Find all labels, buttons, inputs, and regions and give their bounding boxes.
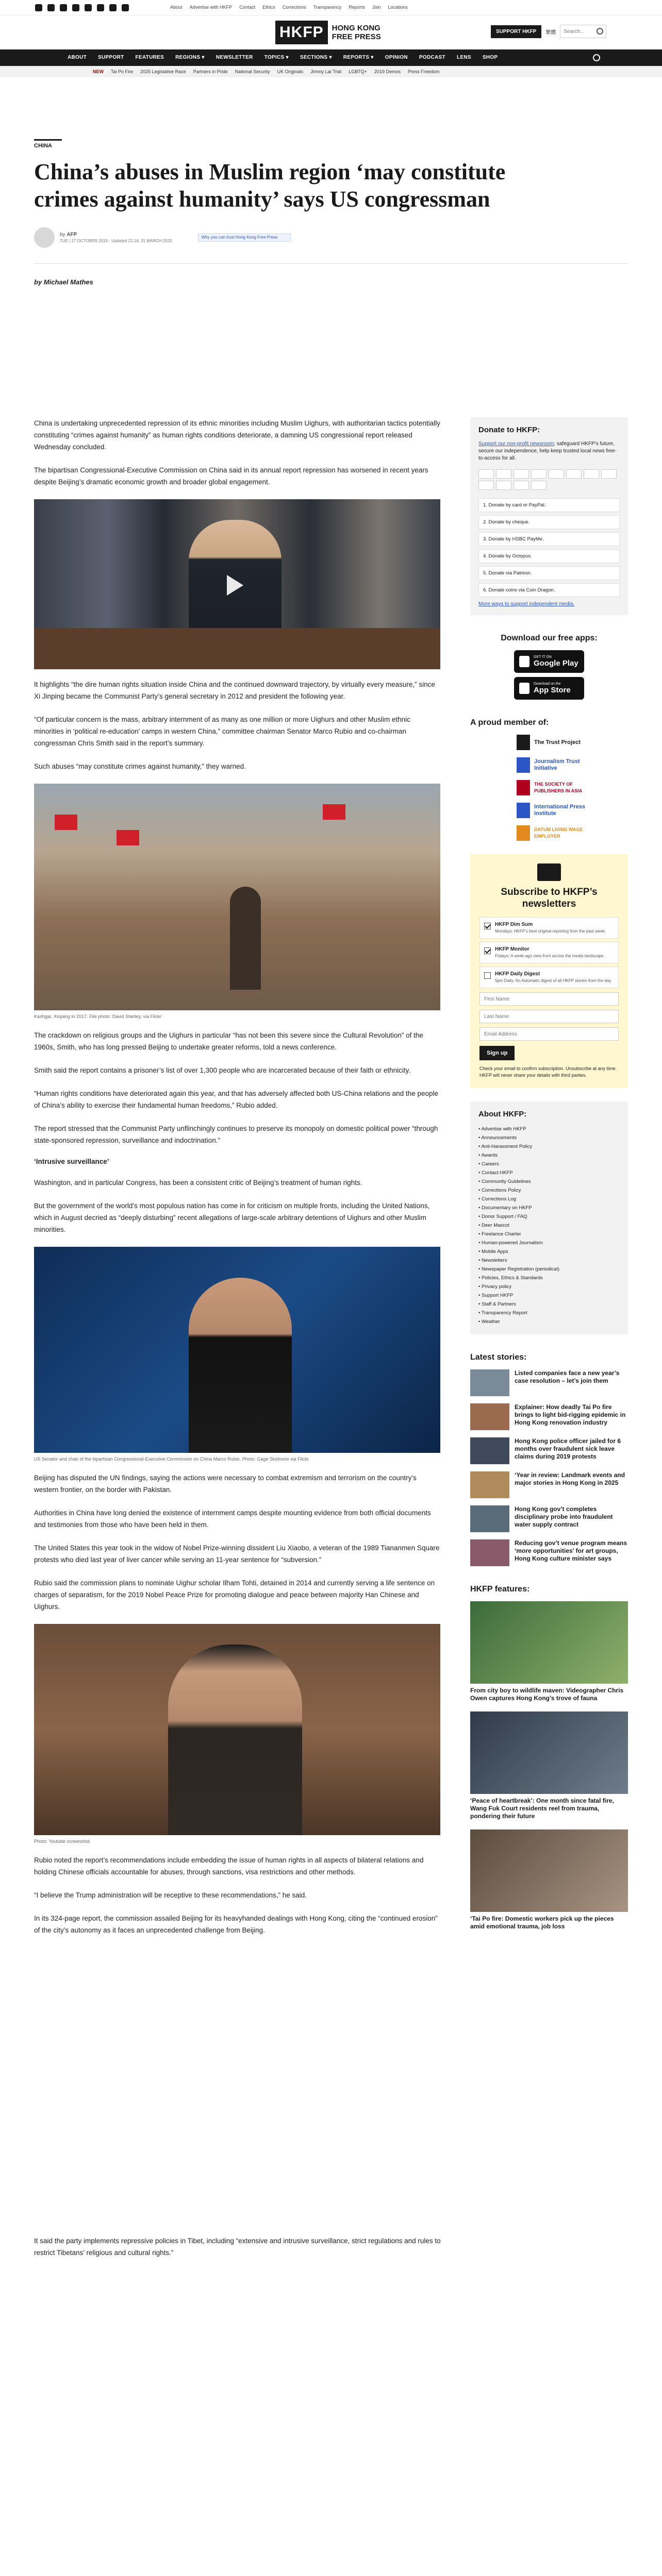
nav-items xyxy=(62,49,503,65)
donate-option[interactable]: 5. Donate via Patreon. xyxy=(478,566,620,580)
feature-story[interactable] xyxy=(470,1711,628,1820)
donate-option[interactable]: 4. Donate by Octopus. xyxy=(478,549,620,563)
site-logo[interactable] xyxy=(275,18,386,47)
top-links xyxy=(170,5,408,10)
header-tools xyxy=(491,25,606,38)
about-link[interactable]: • Deer Mascot xyxy=(478,1221,620,1230)
trending-item[interactable]: UK Originals xyxy=(277,69,304,74)
option-text xyxy=(495,922,606,934)
main-content xyxy=(34,139,628,2257)
jti-logo xyxy=(517,757,530,773)
about-link[interactable]: • Mobile Apps xyxy=(478,1247,620,1256)
paragraph: The bipartisan Congressional-Executive Commission on China said in its annual report repression has worsened in recent years despite Beijing’s dramatic economic growth and broader global engagement. xyxy=(34,466,428,486)
newsletter-note: Check your email to confirm subscription. Unsubscribe at any time. HKFP will never share your details with third parties. xyxy=(479,1066,617,1078)
email-field[interactable] xyxy=(479,1027,619,1041)
video-figure xyxy=(34,499,441,669)
payme-icon xyxy=(549,469,564,479)
member-name: The Trust Project xyxy=(534,739,581,745)
newsletter-box xyxy=(470,854,628,1088)
nav-item[interactable]: OPINION xyxy=(385,55,408,60)
trending-item[interactable]: LGBTQ+ xyxy=(349,69,367,74)
paragraph: Smith said the report contains a prisoner’s list of over 1,300 people who are incarcerated because of their faith or ethnicity. xyxy=(34,1066,411,1074)
instagram-icon[interactable] xyxy=(60,4,67,11)
feature-story[interactable] xyxy=(470,1601,628,1702)
sidebar xyxy=(470,417,628,1940)
trending-item[interactable]: Press Freedom xyxy=(407,69,440,74)
about-link[interactable]: • Corrections Log xyxy=(478,1195,620,1204)
checkbox-daily-digest[interactable] xyxy=(484,972,491,979)
member-name: THE SOCIETY OF PUBLISHERS IN ASIA xyxy=(534,782,583,793)
logo-mark: HKFP xyxy=(275,21,328,44)
x-icon[interactable] xyxy=(47,4,55,11)
paragraph: The crackdown on religious groups and the Uighurs in particular “has not been this severe since the Cultural Revolution” of the 1960s, Smith, who has long pressed Beijing to undertake greater reforms, told a news conference. xyxy=(34,1031,423,1051)
play-icon[interactable] xyxy=(227,575,243,596)
paragraph: Such abuses “may constitute crimes against humanity,” they warned. xyxy=(34,762,246,770)
story-title[interactable]: Explainer: How deadly Tai Po fire brings to light bid-rigging epidemic in Hong Kong renovation industry xyxy=(515,1403,626,1426)
meta-by: by xyxy=(60,232,65,238)
donate-option[interactable]: 1. Donate by card or PayPal. xyxy=(478,498,620,512)
trending-item[interactable]: Jimmy Lai Trial xyxy=(310,69,342,74)
about-link[interactable]: • Staff & Partners xyxy=(478,1300,620,1309)
about-link[interactable]: • Support HKFP xyxy=(478,1291,620,1300)
paragraph: The United States this year took in the widow of Nobel Prize-winning dissident Liu Xiaobo, a veteran of the 1989 Tiananmen Square protests who died last year of liver cancer while serving an 11-year sentence for “subversion.” xyxy=(34,1544,440,1564)
members-title: A proud member of: xyxy=(470,718,549,727)
member-datum[interactable] xyxy=(517,825,628,841)
donate-option[interactable]: 3. Donate by HSBC PayMe. xyxy=(478,532,620,546)
site-header xyxy=(0,15,662,49)
story-title[interactable]: Hong Kong gov’t completes disciplinary probe into fraudulent water supply contract xyxy=(515,1505,613,1528)
feature-image xyxy=(470,1711,628,1794)
newsletter-option[interactable] xyxy=(479,967,619,988)
nav-item[interactable]: SUPPORT xyxy=(98,55,124,60)
bank-icon xyxy=(601,469,617,479)
top-link[interactable]: Locations xyxy=(388,5,408,10)
checkbox-monitor[interactable] xyxy=(484,947,491,954)
latest-story[interactable] xyxy=(470,1369,628,1396)
trending-item[interactable]: 2019 Demos xyxy=(374,69,401,74)
option-desc: Mondays: HKFP’s best original reporting from the past week. xyxy=(495,929,606,934)
top-link[interactable]: Join xyxy=(372,5,381,10)
nav-item[interactable]: REPORTS ▾ xyxy=(343,55,374,60)
video-player[interactable] xyxy=(34,499,440,669)
story-thumbnail xyxy=(470,1403,509,1430)
paragraph: “Of particular concern is the mass, arbitrary internment of as many as one million or more Uighurs and other Muslim ethnic minorities in ‘political re-education’ camps in western China,” committee chairman Senator Marco Rubio and co-chairman congressman Chris Smith said in the report’s summary. xyxy=(34,716,411,747)
person-shape xyxy=(168,1645,302,1835)
top-link[interactable]: Contact xyxy=(239,5,256,10)
image-caption: Kashgar, Xinjiang in 2017. File photo: David Stanley, via Flickr. xyxy=(34,1014,162,1019)
about-link[interactable]: • Privacy policy xyxy=(478,1282,620,1291)
google-play-icon xyxy=(519,656,529,667)
story-thumbnail xyxy=(470,1437,509,1464)
trending-item[interactable]: Partners in Pride xyxy=(193,69,228,74)
about-link[interactable]: • Policies, Ethics & Standards xyxy=(478,1274,620,1282)
visa-icon xyxy=(496,469,511,479)
about-title: About HKFP: xyxy=(478,1110,527,1118)
about-link[interactable]: • Documentary on HKFP xyxy=(478,1204,620,1212)
support-button[interactable]: SUPPORT HKFP xyxy=(491,25,541,38)
main-nav xyxy=(0,49,662,66)
about-list xyxy=(478,1125,620,1326)
paragraph: Washington, and in particular Congress, has been a consistent critic of Beijing’s treatment of human rights. xyxy=(34,1179,362,1187)
paragraph: Beijing has disputed the UN findings, saying the actions were necessary to combat extremism and terrorism on the country’s western frontier, on the border with Pakistan. xyxy=(34,1474,417,1494)
about-link[interactable]: • Advertise with HKFP xyxy=(478,1125,620,1133)
story-thumbnail xyxy=(470,1539,509,1566)
article-byline: by Michael Mathes xyxy=(34,278,93,286)
newsletter-option[interactable] xyxy=(479,917,619,939)
latest-list xyxy=(470,1369,628,1566)
paragraph: Authorities in China have long denied the existence of internment camps despite mounting evidence from both official documents and testimonies from those who have been held in them. xyxy=(34,1509,431,1529)
member-name: Journalism Trust Initiative xyxy=(534,758,580,771)
logo-line1: HONG KONG xyxy=(332,24,380,32)
speaker-shape xyxy=(189,1278,292,1453)
about-link[interactable]: • Announcements xyxy=(478,1133,620,1142)
about-link[interactable]: • Anti-Harassment Policy xyxy=(478,1142,620,1151)
top-link[interactable]: Corrections xyxy=(282,5,306,10)
nav-item[interactable]: ABOUT xyxy=(68,55,87,60)
latest-story[interactable] xyxy=(470,1471,628,1498)
newsletter-title: Subscribe to HKFP’s newsletters xyxy=(501,887,598,909)
telegram-icon[interactable] xyxy=(85,4,92,11)
apple-icon xyxy=(519,683,529,694)
about-link[interactable]: • Newspaper Registration (periodical) xyxy=(478,1265,620,1274)
header-search xyxy=(560,25,606,38)
member-trust-project[interactable] xyxy=(517,735,628,750)
paypal-icon xyxy=(531,469,547,479)
apps-title: Download our free apps: xyxy=(501,634,598,642)
story-thumbnail xyxy=(470,1369,509,1396)
last-name-field[interactable] xyxy=(479,1010,619,1023)
patreon-icon xyxy=(496,481,511,490)
app-store-small: Download on the xyxy=(534,682,561,686)
trending-item[interactable]: 2025 Legislative Race xyxy=(140,69,186,74)
latest-title: Latest stories: xyxy=(470,1353,527,1362)
nav-item[interactable]: LENS xyxy=(456,55,471,60)
latest-story[interactable] xyxy=(470,1403,628,1430)
checkbox-dim-sum[interactable] xyxy=(484,923,491,929)
flag-shape xyxy=(55,815,77,830)
donate-option[interactable]: 6. Donate coins via Coin Dragon. xyxy=(478,583,620,597)
article-meta xyxy=(34,227,628,248)
language-link[interactable]: 繁體 xyxy=(545,29,556,36)
kashgar-image xyxy=(34,784,440,1010)
option-text xyxy=(495,971,612,984)
nav-item[interactable]: FEATURES xyxy=(135,55,164,60)
image-figure xyxy=(34,1624,441,1845)
meta-source[interactable]: AFP xyxy=(67,232,77,238)
mail-icon xyxy=(537,863,561,881)
octopus-icon xyxy=(566,469,582,479)
social-links xyxy=(35,4,129,11)
latest-story[interactable] xyxy=(470,1505,628,1532)
story-title[interactable]: Hong Kong police officer jailed for 6 months over fraudulent sick leave claims during 2019 protests xyxy=(515,1437,621,1460)
nav-item[interactable]: TOPICS ▾ xyxy=(264,55,289,60)
mastercard-icon xyxy=(478,469,494,479)
meta-author xyxy=(60,232,172,238)
top-link[interactable]: Ethics xyxy=(262,5,275,10)
trending-bar xyxy=(0,66,662,77)
article-body xyxy=(34,417,441,2270)
about-link[interactable]: • Donor Support / FAQ xyxy=(478,1212,620,1221)
subheading: ‘Intrusive surveillance’ xyxy=(34,1158,109,1165)
donate-description: ; safeguard HKFP’s future, secure our independence, help keep trusted local news free-to-access for all. xyxy=(478,441,617,461)
feature-story[interactable] xyxy=(470,1829,628,1930)
about-link[interactable]: • Freelance Charter xyxy=(478,1230,620,1239)
donate-options xyxy=(478,498,620,597)
features-section xyxy=(470,1580,628,1930)
feature-image xyxy=(470,1829,628,1912)
google-play-big: Google Play xyxy=(534,659,578,668)
story-thumbnail xyxy=(470,1471,509,1498)
paragraph: But the government of the world’s most populous nation has come in for criticism on multiple fronts, including the United Nations, which in August decried as “deeply disturbing” recent allegations of large-scale arbitrary detentions of Uighurs and other Muslim minorities. xyxy=(34,1202,430,1233)
cheque-icon xyxy=(478,481,494,490)
app-store-big: App Store xyxy=(534,686,571,694)
features-title: HKFP features: xyxy=(470,1585,530,1594)
member-sopa[interactable] xyxy=(517,780,628,795)
google-play-button[interactable] xyxy=(514,650,584,673)
google-play-small: GET IT ON xyxy=(534,655,552,659)
tohti-image xyxy=(34,1624,440,1835)
top-link[interactable]: Advertise with HKFP xyxy=(189,5,233,10)
wechat-icon xyxy=(531,481,547,490)
option-title: HKFP Monitor xyxy=(495,946,529,952)
trending-row xyxy=(93,69,440,74)
video-podium xyxy=(34,628,440,669)
trust-project-logo xyxy=(517,735,530,750)
nav-search-icon[interactable] xyxy=(593,54,600,61)
datum-logo xyxy=(517,825,530,841)
feature-image xyxy=(470,1601,628,1684)
about-link[interactable]: • Careers xyxy=(478,1160,620,1168)
nav-item[interactable]: REGIONS ▾ xyxy=(175,55,205,60)
members-section xyxy=(470,713,628,841)
about-link[interactable]: • Awards xyxy=(478,1151,620,1160)
donate-option[interactable]: 2. Donate by cheque. xyxy=(478,515,620,529)
paragraph: “I believe the Trump administration will be receptive to these recommendations,” he said. xyxy=(34,1891,307,1899)
features-list xyxy=(470,1601,628,1930)
option-title: HKFP Daily Digest xyxy=(495,971,540,977)
threads-icon[interactable] xyxy=(97,4,104,11)
sopa-logo xyxy=(517,780,530,795)
paragraph: China is undertaking unprecedented repression of its ethnic minorities including Muslim Uighurs, with authoritarian tactics potentially constituting “crimes against humanity” as human rights conditions deteriorate, a damning US congressional report released Wednesday concluded. xyxy=(34,419,440,451)
feature-title[interactable]: From city boy to wildlife maven: Videographer Chris Owen captures Hong Kong’s trove of fauna xyxy=(470,1687,624,1702)
member-jti[interactable] xyxy=(517,757,628,773)
newsletter-option[interactable] xyxy=(479,942,619,963)
story-thumbnail xyxy=(470,1505,509,1532)
trending-new-badge: NEW xyxy=(93,69,104,74)
about-link[interactable]: • Corrections Policy xyxy=(478,1186,620,1195)
meta-dates: TUE | 17 OCTOBER 2019 · Updated 22:16, 31 MARCH 2020 xyxy=(60,239,172,243)
trending-item[interactable]: National Security xyxy=(235,69,270,74)
image-figure xyxy=(34,784,441,1020)
paragraph: “Human rights conditions have deteriorated again this year, and that has adversely affected both US-China relations and the people of China’s ability to exercise their fundamental human freedoms,” Rubio added. xyxy=(34,1090,438,1109)
top-link[interactable]: Reports xyxy=(349,5,365,10)
amex-icon xyxy=(514,469,529,479)
story-title[interactable]: ‘Year in review: Landmark events and major stories in Hong Kong in 2025 xyxy=(515,1471,625,1486)
donate-title: Donate to HKFP: xyxy=(478,426,540,434)
paragraph: Rubio noted the report’s recommendations include embedding the issue of human rights in all aspects of bilateral relations and holding Chinese officials accountable for abuses, through sanctions, visa restrictions and other methods. xyxy=(34,1856,424,1876)
article-headline: China’s abuses in Muslim region ‘may constitute crimes against humanity’ says US congressman xyxy=(34,159,506,212)
option-desc: 5pm Daily: An Automatic digest of all HKFP stories from the day. xyxy=(495,978,612,983)
rss-icon[interactable] xyxy=(122,4,129,11)
about-link[interactable]: • Transparency Report xyxy=(478,1309,620,1317)
about-link[interactable]: • Newsletters xyxy=(478,1256,620,1265)
top-link[interactable]: About xyxy=(170,5,183,10)
rubio-image xyxy=(34,1247,440,1453)
facebook-icon[interactable] xyxy=(35,4,42,11)
member-ipi[interactable] xyxy=(517,803,628,818)
donate-link[interactable]: Support our non-profit newsroom xyxy=(478,441,554,447)
story-title[interactable]: Reducing gov’t venue program means ‘more opportunities’ for art groups, Hong Kong culture minister says xyxy=(515,1539,627,1562)
article-category[interactable]: CHINA xyxy=(34,139,62,149)
about-link[interactable]: • Community Guidelines xyxy=(478,1177,620,1186)
flag-shape xyxy=(323,804,345,820)
latest-section xyxy=(470,1348,628,1566)
donate-box xyxy=(470,417,628,615)
meta-text xyxy=(60,232,172,243)
fps-icon xyxy=(584,469,599,479)
payment-icons xyxy=(478,469,620,490)
author-avatar xyxy=(34,227,55,248)
paragraph: In its 324-page report, the commission assailed Beijing for its heavyhanded dealings with Hong Kong, citing the “continued erosion” of the city’s autonomy as it faces an unprecedented challenge from Beijing. xyxy=(34,1914,438,1934)
feature-title[interactable]: ‘Peace of heartbreak’: One month since fatal fire, Wang Fuk Court residents reel from trauma, pondering their future xyxy=(470,1797,614,1820)
paragraph: It highlights “the dire human rights situation inside China and the continued downward trajectory, by virtually every measure,” since Xi Jinping became the Communist Party’s general secretary in 2012 and president the following year. xyxy=(34,681,435,700)
about-link[interactable]: • Human-powered Journalism xyxy=(478,1239,620,1247)
top-link[interactable]: Transparency xyxy=(313,5,342,10)
coin-icon xyxy=(514,481,529,490)
signup-button[interactable]: Sign up xyxy=(479,1046,515,1060)
person-shape xyxy=(230,887,261,990)
option-title: HKFP Dim Sum xyxy=(495,922,533,927)
app-store-button[interactable] xyxy=(514,677,584,700)
nav-item[interactable]: NEWSLETTER xyxy=(216,55,253,60)
paragraph: Rubio said the commission plans to nominate Uighur scholar Ilham Tohti, detained in 2014 and currently serving a life sentence on charges of separatism, for the 2019 Nobel Peace Prize for promoting dialogue and peace between majority Han Chinese and Uighurs. xyxy=(34,1579,435,1611)
about-box xyxy=(470,1101,628,1334)
youtube-icon[interactable] xyxy=(72,4,79,11)
member-name: International Press Institute xyxy=(534,804,586,817)
feature-title[interactable]: ‘Tai Po fire: Domestic workers pick up the pieces amid emotional trauma, job loss xyxy=(470,1915,614,1930)
nav-item[interactable]: SHOP xyxy=(482,55,498,60)
image-caption: US Senator and chair of the bipartisan Congressional-Executive Commission on China Marco Rubio. Photo: Gage Skidmore via Flickr. xyxy=(34,1456,310,1462)
option-text xyxy=(495,946,605,959)
donate-text xyxy=(478,440,620,462)
latest-story[interactable] xyxy=(470,1437,628,1464)
about-link[interactable]: • Contact HKFP xyxy=(478,1168,620,1177)
logo-line2: FREE PRESS xyxy=(332,32,381,41)
option-desc: Fridays: A week-ago view from across the media landscape. xyxy=(495,954,605,958)
paragraph: It said the party implements repressive policies in Tibet, including “extensive and intrusive surveillance, strict regulations and rules to restrict Tibetans’ religious and cultural rights.” xyxy=(34,2237,441,2257)
linkedin-icon[interactable] xyxy=(109,4,117,11)
ipi-logo xyxy=(517,803,530,818)
member-name: DATUM LIVING WAGE EMPLOYER xyxy=(534,827,583,839)
apps-section xyxy=(470,629,628,700)
story-title[interactable]: Listed companies face a new year’s case resolution – let’s join them xyxy=(515,1369,620,1384)
header-divider xyxy=(34,263,628,264)
trust-link[interactable]: Why you can trust Hong Kong Free Press xyxy=(198,233,291,242)
about-link[interactable]: • Weather xyxy=(478,1317,620,1326)
logo-name xyxy=(332,24,381,41)
latest-story[interactable] xyxy=(470,1539,628,1566)
top-bar xyxy=(0,0,662,15)
nav-item[interactable]: PODCAST xyxy=(419,55,445,60)
donate-more-link[interactable]: More ways to support independent media. xyxy=(478,601,575,607)
first-name-field[interactable] xyxy=(479,992,619,1006)
trending-item[interactable]: Tai Po Fire xyxy=(111,69,134,74)
paragraph: The report stressed that the Communist Party unflinchingly continues to preserve its monopoly on domestic political power “through state-sponsored repression, surveillance and indoctrination.” xyxy=(34,1125,438,1144)
nav-item[interactable]: SECTIONS ▾ xyxy=(300,55,332,60)
image-caption: Photo: Youtube screenshot. xyxy=(34,1839,91,1844)
image-figure xyxy=(34,1247,441,1463)
flag-shape xyxy=(117,830,139,845)
